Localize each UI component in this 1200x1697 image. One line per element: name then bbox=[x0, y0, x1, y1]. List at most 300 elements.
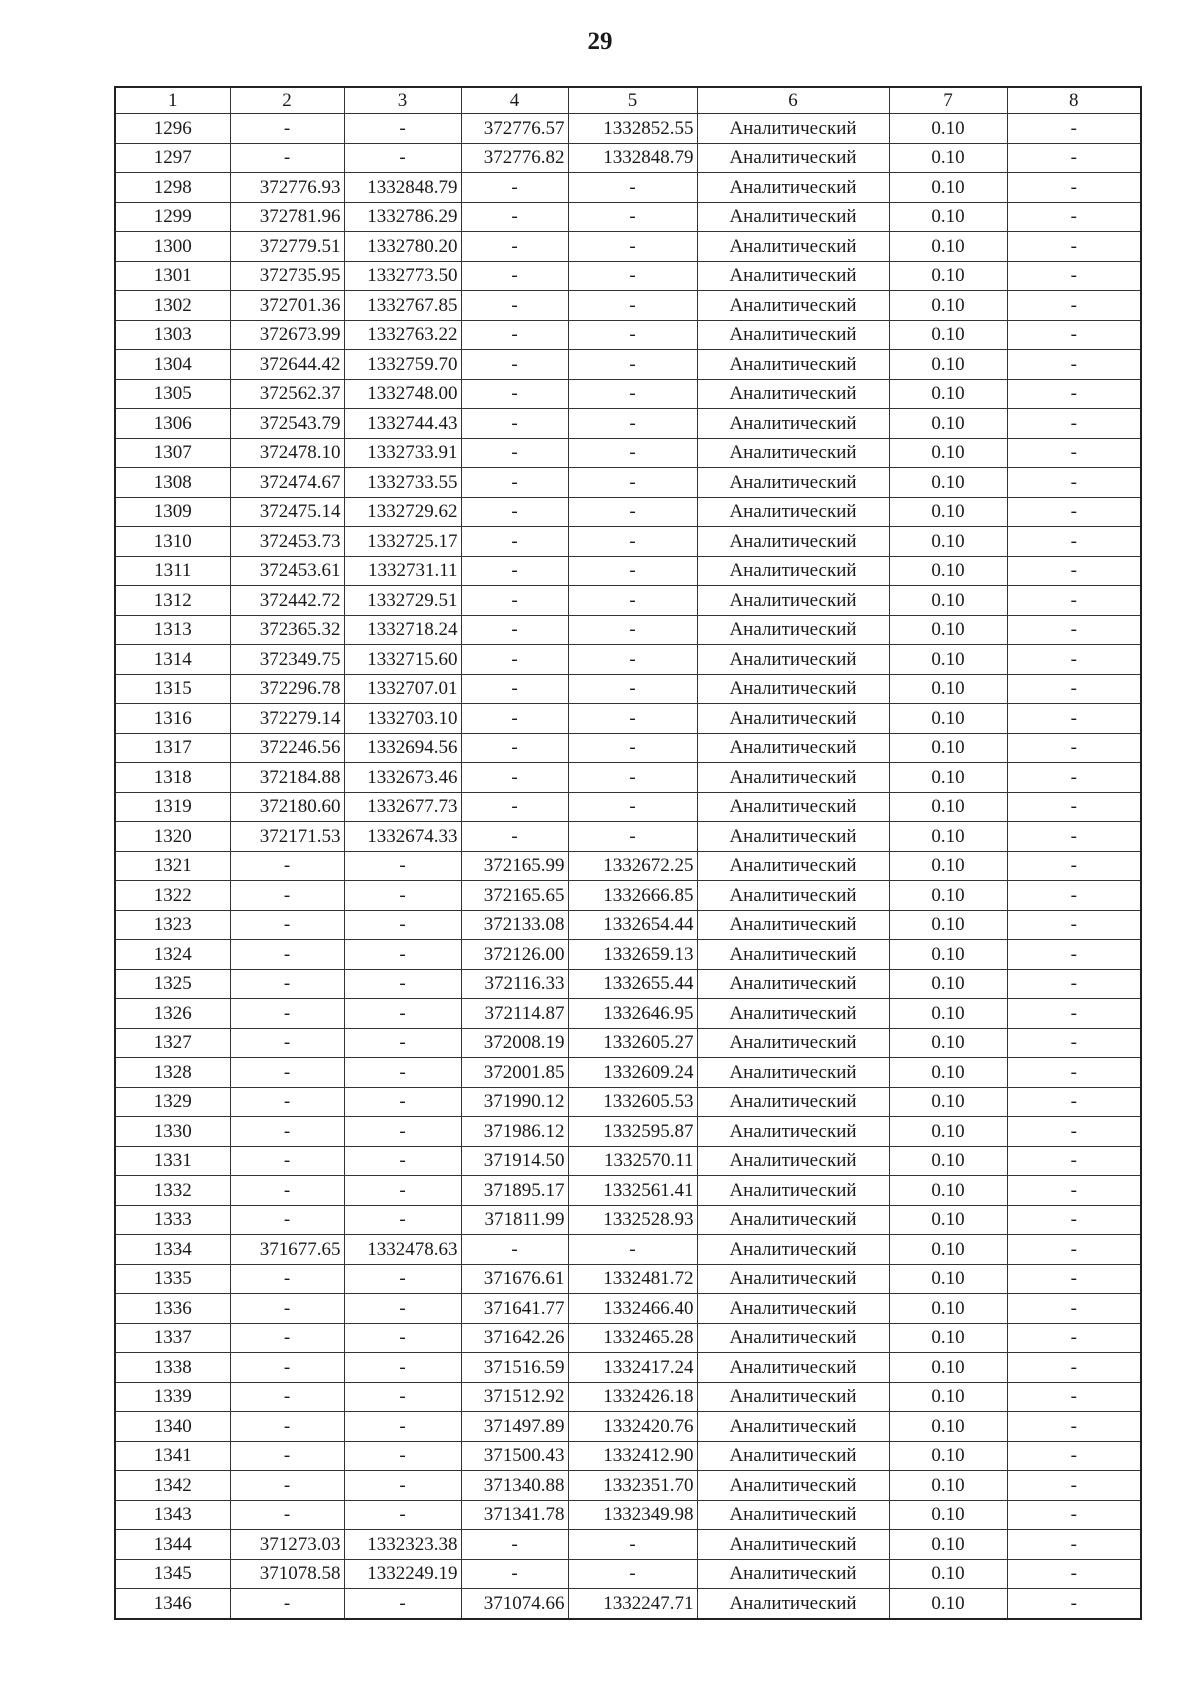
cell-note: - bbox=[1007, 1117, 1141, 1147]
cell-y-new: - bbox=[568, 645, 697, 675]
cell-method: Аналитический bbox=[697, 674, 889, 704]
cell-x-old: - bbox=[230, 1382, 344, 1412]
cell-x-new: - bbox=[461, 1559, 568, 1589]
cell-y-old: - bbox=[344, 910, 461, 940]
cell-note: - bbox=[1007, 1205, 1141, 1235]
cell-accuracy: 0.10 bbox=[889, 881, 1007, 911]
cell-accuracy: 0.10 bbox=[889, 438, 1007, 468]
cell-y-old: - bbox=[344, 851, 461, 881]
cell-note: - bbox=[1007, 940, 1141, 970]
cell-y-new: 1332848.79 bbox=[568, 143, 697, 173]
cell-x-new: 371516.59 bbox=[461, 1353, 568, 1383]
cell-note: - bbox=[1007, 468, 1141, 498]
cell-point-number: 1317 bbox=[115, 733, 230, 763]
cell-x-new: 371642.26 bbox=[461, 1323, 568, 1353]
cell-y-old: 1332674.33 bbox=[344, 822, 461, 852]
column-header-6: 6 bbox=[697, 87, 889, 114]
cell-accuracy: 0.10 bbox=[889, 851, 1007, 881]
cell-method: Аналитический bbox=[697, 822, 889, 852]
column-header-5: 5 bbox=[568, 87, 697, 114]
cell-x-new: 371497.89 bbox=[461, 1412, 568, 1442]
cell-x-new: - bbox=[461, 320, 568, 350]
cell-accuracy: 0.10 bbox=[889, 556, 1007, 586]
cell-method: Аналитический bbox=[697, 1117, 889, 1147]
cell-accuracy: 0.10 bbox=[889, 1235, 1007, 1265]
cell-x-old: - bbox=[230, 1117, 344, 1147]
table-row bbox=[115, 291, 1141, 321]
cell-y-old: - bbox=[344, 1117, 461, 1147]
cell-point-number: 1321 bbox=[115, 851, 230, 881]
cell-method: Аналитический bbox=[697, 1353, 889, 1383]
cell-x-new: - bbox=[461, 792, 568, 822]
cell-x-old: - bbox=[230, 881, 344, 911]
cell-x-new: 372114.87 bbox=[461, 999, 568, 1029]
cell-method: Аналитический bbox=[697, 940, 889, 970]
cell-point-number: 1346 bbox=[115, 1589, 230, 1619]
cell-accuracy: 0.10 bbox=[889, 1382, 1007, 1412]
cell-x-new: 372165.99 bbox=[461, 851, 568, 881]
cell-x-old: 372184.88 bbox=[230, 763, 344, 793]
cell-x-old: 371078.58 bbox=[230, 1559, 344, 1589]
cell-x-old: 372246.56 bbox=[230, 733, 344, 763]
cell-note: - bbox=[1007, 379, 1141, 409]
coordinates-table bbox=[114, 86, 1142, 1620]
cell-method: Аналитический bbox=[697, 1559, 889, 1589]
table-row bbox=[115, 1028, 1141, 1058]
cell-y-new: - bbox=[568, 704, 697, 734]
cell-y-old: - bbox=[344, 1176, 461, 1206]
cell-y-old: - bbox=[344, 940, 461, 970]
column-header-3: 3 bbox=[344, 87, 461, 114]
cell-y-new: - bbox=[568, 1530, 697, 1560]
cell-point-number: 1313 bbox=[115, 615, 230, 645]
cell-point-number: 1302 bbox=[115, 291, 230, 321]
cell-note: - bbox=[1007, 261, 1141, 291]
table-row bbox=[115, 1235, 1141, 1265]
cell-note: - bbox=[1007, 586, 1141, 616]
cell-method: Аналитический bbox=[697, 556, 889, 586]
cell-x-old: 372453.73 bbox=[230, 527, 344, 557]
cell-point-number: 1322 bbox=[115, 881, 230, 911]
cell-point-number: 1310 bbox=[115, 527, 230, 557]
cell-method: Аналитический bbox=[697, 202, 889, 232]
table-row bbox=[115, 586, 1141, 616]
table-row bbox=[115, 1589, 1141, 1619]
cell-x-old: - bbox=[230, 143, 344, 173]
cell-y-old: 1332729.51 bbox=[344, 586, 461, 616]
cell-note: - bbox=[1007, 822, 1141, 852]
cell-point-number: 1298 bbox=[115, 173, 230, 203]
cell-y-new: - bbox=[568, 468, 697, 498]
cell-y-old: - bbox=[344, 999, 461, 1029]
cell-y-old: - bbox=[344, 1058, 461, 1088]
cell-y-old: 1332731.11 bbox=[344, 556, 461, 586]
cell-point-number: 1296 bbox=[115, 114, 230, 144]
cell-method: Аналитический bbox=[697, 350, 889, 380]
cell-y-old: 1332744.43 bbox=[344, 409, 461, 439]
cell-y-old: - bbox=[344, 1323, 461, 1353]
cell-note: - bbox=[1007, 733, 1141, 763]
cell-method: Аналитический bbox=[697, 851, 889, 881]
cell-y-new: 1332349.98 bbox=[568, 1500, 697, 1530]
cell-note: - bbox=[1007, 704, 1141, 734]
cell-point-number: 1319 bbox=[115, 792, 230, 822]
cell-x-old: - bbox=[230, 1146, 344, 1176]
cell-y-new: - bbox=[568, 763, 697, 793]
cell-y-new: 1332605.53 bbox=[568, 1087, 697, 1117]
cell-note: - bbox=[1007, 114, 1141, 144]
cell-point-number: 1314 bbox=[115, 645, 230, 675]
cell-y-new: 1332466.40 bbox=[568, 1294, 697, 1324]
cell-accuracy: 0.10 bbox=[889, 733, 1007, 763]
cell-y-new: 1332595.87 bbox=[568, 1117, 697, 1147]
cell-x-old: - bbox=[230, 969, 344, 999]
cell-point-number: 1325 bbox=[115, 969, 230, 999]
cell-accuracy: 0.10 bbox=[889, 1176, 1007, 1206]
cell-y-old: 1332786.29 bbox=[344, 202, 461, 232]
cell-note: - bbox=[1007, 320, 1141, 350]
cell-y-old: 1332767.85 bbox=[344, 291, 461, 321]
cell-y-new: 1332528.93 bbox=[568, 1205, 697, 1235]
cell-y-new: - bbox=[568, 497, 697, 527]
table-row bbox=[115, 409, 1141, 439]
table-row bbox=[115, 114, 1141, 144]
table-row bbox=[115, 527, 1141, 557]
cell-accuracy: 0.10 bbox=[889, 291, 1007, 321]
cell-y-old: - bbox=[344, 1264, 461, 1294]
cell-x-old: - bbox=[230, 851, 344, 881]
cell-y-old: 1332780.20 bbox=[344, 232, 461, 262]
cell-note: - bbox=[1007, 291, 1141, 321]
cell-accuracy: 0.10 bbox=[889, 379, 1007, 409]
cell-x-new: 371895.17 bbox=[461, 1176, 568, 1206]
cell-point-number: 1343 bbox=[115, 1500, 230, 1530]
cell-x-old: - bbox=[230, 1441, 344, 1471]
cell-point-number: 1301 bbox=[115, 261, 230, 291]
cell-x-old: 372474.67 bbox=[230, 468, 344, 498]
cell-x-old: 372180.60 bbox=[230, 792, 344, 822]
cell-y-new: 1332481.72 bbox=[568, 1264, 697, 1294]
table-row bbox=[115, 350, 1141, 380]
cell-method: Аналитический bbox=[697, 1471, 889, 1501]
cell-x-old: 372781.96 bbox=[230, 202, 344, 232]
cell-y-old: 1332748.00 bbox=[344, 379, 461, 409]
cell-point-number: 1320 bbox=[115, 822, 230, 852]
cell-point-number: 1329 bbox=[115, 1087, 230, 1117]
cell-x-old: 372279.14 bbox=[230, 704, 344, 734]
cell-y-new: - bbox=[568, 586, 697, 616]
cell-accuracy: 0.10 bbox=[889, 232, 1007, 262]
cell-accuracy: 0.10 bbox=[889, 1087, 1007, 1117]
cell-y-old: 1332715.60 bbox=[344, 645, 461, 675]
table-row bbox=[115, 379, 1141, 409]
cell-accuracy: 0.10 bbox=[889, 409, 1007, 439]
cell-y-old: 1332707.01 bbox=[344, 674, 461, 704]
cell-point-number: 1334 bbox=[115, 1235, 230, 1265]
cell-y-new: 1332659.13 bbox=[568, 940, 697, 970]
cell-note: - bbox=[1007, 1530, 1141, 1560]
cell-note: - bbox=[1007, 1382, 1141, 1412]
cell-accuracy: 0.10 bbox=[889, 320, 1007, 350]
table-row bbox=[115, 1323, 1141, 1353]
cell-y-new: 1332655.44 bbox=[568, 969, 697, 999]
cell-accuracy: 0.10 bbox=[889, 1028, 1007, 1058]
cell-note: - bbox=[1007, 645, 1141, 675]
cell-y-new: 1332351.70 bbox=[568, 1471, 697, 1501]
cell-x-old: 372776.93 bbox=[230, 173, 344, 203]
table-row bbox=[115, 881, 1141, 911]
cell-x-old: 372365.32 bbox=[230, 615, 344, 645]
cell-y-new: - bbox=[568, 202, 697, 232]
cell-point-number: 1339 bbox=[115, 1382, 230, 1412]
cell-y-old: 1332773.50 bbox=[344, 261, 461, 291]
cell-point-number: 1307 bbox=[115, 438, 230, 468]
cell-method: Аналитический bbox=[697, 792, 889, 822]
cell-x-old: 371677.65 bbox=[230, 1235, 344, 1265]
cell-y-new: 1332465.28 bbox=[568, 1323, 697, 1353]
cell-point-number: 1342 bbox=[115, 1471, 230, 1501]
cell-y-new: - bbox=[568, 674, 697, 704]
cell-note: - bbox=[1007, 910, 1141, 940]
table-row bbox=[115, 704, 1141, 734]
cell-accuracy: 0.10 bbox=[889, 468, 1007, 498]
cell-method: Аналитический bbox=[697, 910, 889, 940]
cell-accuracy: 0.10 bbox=[889, 202, 1007, 232]
table-row bbox=[115, 851, 1141, 881]
table-row bbox=[115, 1412, 1141, 1442]
cell-note: - bbox=[1007, 1323, 1141, 1353]
cell-x-new: - bbox=[461, 232, 568, 262]
cell-x-old: 372543.79 bbox=[230, 409, 344, 439]
table-row bbox=[115, 497, 1141, 527]
table-row bbox=[115, 940, 1141, 970]
cell-y-old: - bbox=[344, 1028, 461, 1058]
cell-y-old: - bbox=[344, 1353, 461, 1383]
cell-x-new: - bbox=[461, 173, 568, 203]
cell-point-number: 1324 bbox=[115, 940, 230, 970]
cell-method: Аналитический bbox=[697, 468, 889, 498]
cell-accuracy: 0.10 bbox=[889, 1559, 1007, 1589]
cell-y-old: - bbox=[344, 1441, 461, 1471]
cell-point-number: 1338 bbox=[115, 1353, 230, 1383]
cell-method: Аналитический bbox=[697, 291, 889, 321]
table-row bbox=[115, 1058, 1141, 1088]
cell-note: - bbox=[1007, 1500, 1141, 1530]
cell-accuracy: 0.10 bbox=[889, 350, 1007, 380]
cell-method: Аналитический bbox=[697, 1323, 889, 1353]
cell-accuracy: 0.10 bbox=[889, 1589, 1007, 1619]
cell-accuracy: 0.10 bbox=[889, 910, 1007, 940]
cell-method: Аналитический bbox=[697, 1382, 889, 1412]
cell-x-old: - bbox=[230, 1264, 344, 1294]
cell-x-old: - bbox=[230, 1353, 344, 1383]
cell-y-new: 1332420.76 bbox=[568, 1412, 697, 1442]
cell-x-new: - bbox=[461, 468, 568, 498]
cell-method: Аналитический bbox=[697, 379, 889, 409]
cell-accuracy: 0.10 bbox=[889, 1412, 1007, 1442]
cell-x-new: - bbox=[461, 1235, 568, 1265]
table-row bbox=[115, 1559, 1141, 1589]
cell-x-old: 372562.37 bbox=[230, 379, 344, 409]
cell-x-new: 371986.12 bbox=[461, 1117, 568, 1147]
column-header-7: 7 bbox=[889, 87, 1007, 114]
cell-y-old: 1332763.22 bbox=[344, 320, 461, 350]
column-header-8: 8 bbox=[1007, 87, 1141, 114]
cell-method: Аналитический bbox=[697, 1589, 889, 1619]
cell-note: - bbox=[1007, 881, 1141, 911]
table-row bbox=[115, 792, 1141, 822]
cell-accuracy: 0.10 bbox=[889, 999, 1007, 1029]
cell-x-old: - bbox=[230, 999, 344, 1029]
cell-x-old: 372779.51 bbox=[230, 232, 344, 262]
cell-y-new: - bbox=[568, 438, 697, 468]
table-row bbox=[115, 674, 1141, 704]
cell-accuracy: 0.10 bbox=[889, 173, 1007, 203]
cell-method: Аналитический bbox=[697, 704, 889, 734]
table-row bbox=[115, 261, 1141, 291]
table-row bbox=[115, 969, 1141, 999]
cell-x-old: - bbox=[230, 1058, 344, 1088]
cell-method: Аналитический bbox=[697, 232, 889, 262]
cell-accuracy: 0.10 bbox=[889, 1205, 1007, 1235]
cell-y-new: - bbox=[568, 1559, 697, 1589]
cell-accuracy: 0.10 bbox=[889, 645, 1007, 675]
cell-accuracy: 0.10 bbox=[889, 1441, 1007, 1471]
cell-method: Аналитический bbox=[697, 733, 889, 763]
cell-accuracy: 0.10 bbox=[889, 527, 1007, 557]
cell-x-new: - bbox=[461, 497, 568, 527]
cell-accuracy: 0.10 bbox=[889, 1058, 1007, 1088]
cell-y-old: - bbox=[344, 1500, 461, 1530]
cell-note: - bbox=[1007, 173, 1141, 203]
cell-x-new: - bbox=[461, 615, 568, 645]
cell-x-new: 372001.85 bbox=[461, 1058, 568, 1088]
cell-y-old: 1332249.19 bbox=[344, 1559, 461, 1589]
cell-y-new: 1332666.85 bbox=[568, 881, 697, 911]
cell-x-new: 371341.78 bbox=[461, 1500, 568, 1530]
cell-accuracy: 0.10 bbox=[889, 940, 1007, 970]
cell-method: Аналитический bbox=[697, 497, 889, 527]
cell-method: Аналитический bbox=[697, 1294, 889, 1324]
cell-accuracy: 0.10 bbox=[889, 1353, 1007, 1383]
cell-y-old: 1332718.24 bbox=[344, 615, 461, 645]
cell-point-number: 1335 bbox=[115, 1264, 230, 1294]
cell-method: Аналитический bbox=[697, 1235, 889, 1265]
cell-method: Аналитический bbox=[697, 1176, 889, 1206]
cell-y-old: 1332694.56 bbox=[344, 733, 461, 763]
cell-accuracy: 0.10 bbox=[889, 114, 1007, 144]
cell-accuracy: 0.10 bbox=[889, 822, 1007, 852]
cell-point-number: 1344 bbox=[115, 1530, 230, 1560]
cell-note: - bbox=[1007, 350, 1141, 380]
cell-note: - bbox=[1007, 763, 1141, 793]
cell-note: - bbox=[1007, 232, 1141, 262]
table-row bbox=[115, 1087, 1141, 1117]
cell-x-new: - bbox=[461, 261, 568, 291]
table-row bbox=[115, 202, 1141, 232]
cell-x-new: 372776.82 bbox=[461, 143, 568, 173]
cell-y-old: 1332673.46 bbox=[344, 763, 461, 793]
cell-y-old: 1332759.70 bbox=[344, 350, 461, 380]
cell-y-old: - bbox=[344, 1471, 461, 1501]
cell-x-old: 372453.61 bbox=[230, 556, 344, 586]
table-row bbox=[115, 1471, 1141, 1501]
cell-note: - bbox=[1007, 969, 1141, 999]
cell-x-old: 372171.53 bbox=[230, 822, 344, 852]
column-header-2: 2 bbox=[230, 87, 344, 114]
cell-x-old: 372349.75 bbox=[230, 645, 344, 675]
cell-note: - bbox=[1007, 999, 1141, 1029]
cell-point-number: 1306 bbox=[115, 409, 230, 439]
cell-point-number: 1330 bbox=[115, 1117, 230, 1147]
cell-point-number: 1318 bbox=[115, 763, 230, 793]
cell-x-old: - bbox=[230, 1323, 344, 1353]
cell-x-new: - bbox=[461, 763, 568, 793]
cell-note: - bbox=[1007, 556, 1141, 586]
cell-y-new: - bbox=[568, 527, 697, 557]
cell-y-new: - bbox=[568, 822, 697, 852]
cell-point-number: 1303 bbox=[115, 320, 230, 350]
cell-y-new: 1332646.95 bbox=[568, 999, 697, 1029]
cell-y-new: - bbox=[568, 173, 697, 203]
cell-x-old: - bbox=[230, 1087, 344, 1117]
cell-point-number: 1341 bbox=[115, 1441, 230, 1471]
cell-y-old: 1332478.63 bbox=[344, 1235, 461, 1265]
cell-x-old: 372296.78 bbox=[230, 674, 344, 704]
cell-method: Аналитический bbox=[697, 1146, 889, 1176]
cell-note: - bbox=[1007, 1559, 1141, 1589]
cell-note: - bbox=[1007, 1294, 1141, 1324]
cell-y-new: 1332570.11 bbox=[568, 1146, 697, 1176]
cell-y-new: - bbox=[568, 350, 697, 380]
cell-x-new: - bbox=[461, 1530, 568, 1560]
cell-method: Аналитический bbox=[697, 1028, 889, 1058]
cell-y-old: - bbox=[344, 1087, 461, 1117]
cell-note: - bbox=[1007, 143, 1141, 173]
cell-accuracy: 0.10 bbox=[889, 674, 1007, 704]
cell-point-number: 1328 bbox=[115, 1058, 230, 1088]
cell-x-new: - bbox=[461, 438, 568, 468]
cell-x-new: - bbox=[461, 733, 568, 763]
cell-note: - bbox=[1007, 1146, 1141, 1176]
cell-note: - bbox=[1007, 1412, 1141, 1442]
cell-x-old: - bbox=[230, 1028, 344, 1058]
cell-point-number: 1315 bbox=[115, 674, 230, 704]
cell-x-old: - bbox=[230, 1500, 344, 1530]
table-row bbox=[115, 1205, 1141, 1235]
column-header-4: 4 bbox=[461, 87, 568, 114]
cell-x-new: - bbox=[461, 556, 568, 586]
cell-point-number: 1299 bbox=[115, 202, 230, 232]
cell-x-old: 372478.10 bbox=[230, 438, 344, 468]
cell-x-old: - bbox=[230, 1176, 344, 1206]
cell-point-number: 1316 bbox=[115, 704, 230, 734]
table-row bbox=[115, 1353, 1141, 1383]
cell-y-old: 1332677.73 bbox=[344, 792, 461, 822]
column-header-1: 1 bbox=[115, 87, 230, 114]
cell-note: - bbox=[1007, 1353, 1141, 1383]
cell-method: Аналитический bbox=[697, 1412, 889, 1442]
cell-y-new: 1332605.27 bbox=[568, 1028, 697, 1058]
cell-y-old: 1332729.62 bbox=[344, 497, 461, 527]
cell-y-old: - bbox=[344, 969, 461, 999]
cell-method: Аналитический bbox=[697, 438, 889, 468]
cell-x-new: 372008.19 bbox=[461, 1028, 568, 1058]
cell-y-old: - bbox=[344, 114, 461, 144]
cell-accuracy: 0.10 bbox=[889, 1264, 1007, 1294]
table-row bbox=[115, 143, 1141, 173]
cell-y-new: - bbox=[568, 291, 697, 321]
